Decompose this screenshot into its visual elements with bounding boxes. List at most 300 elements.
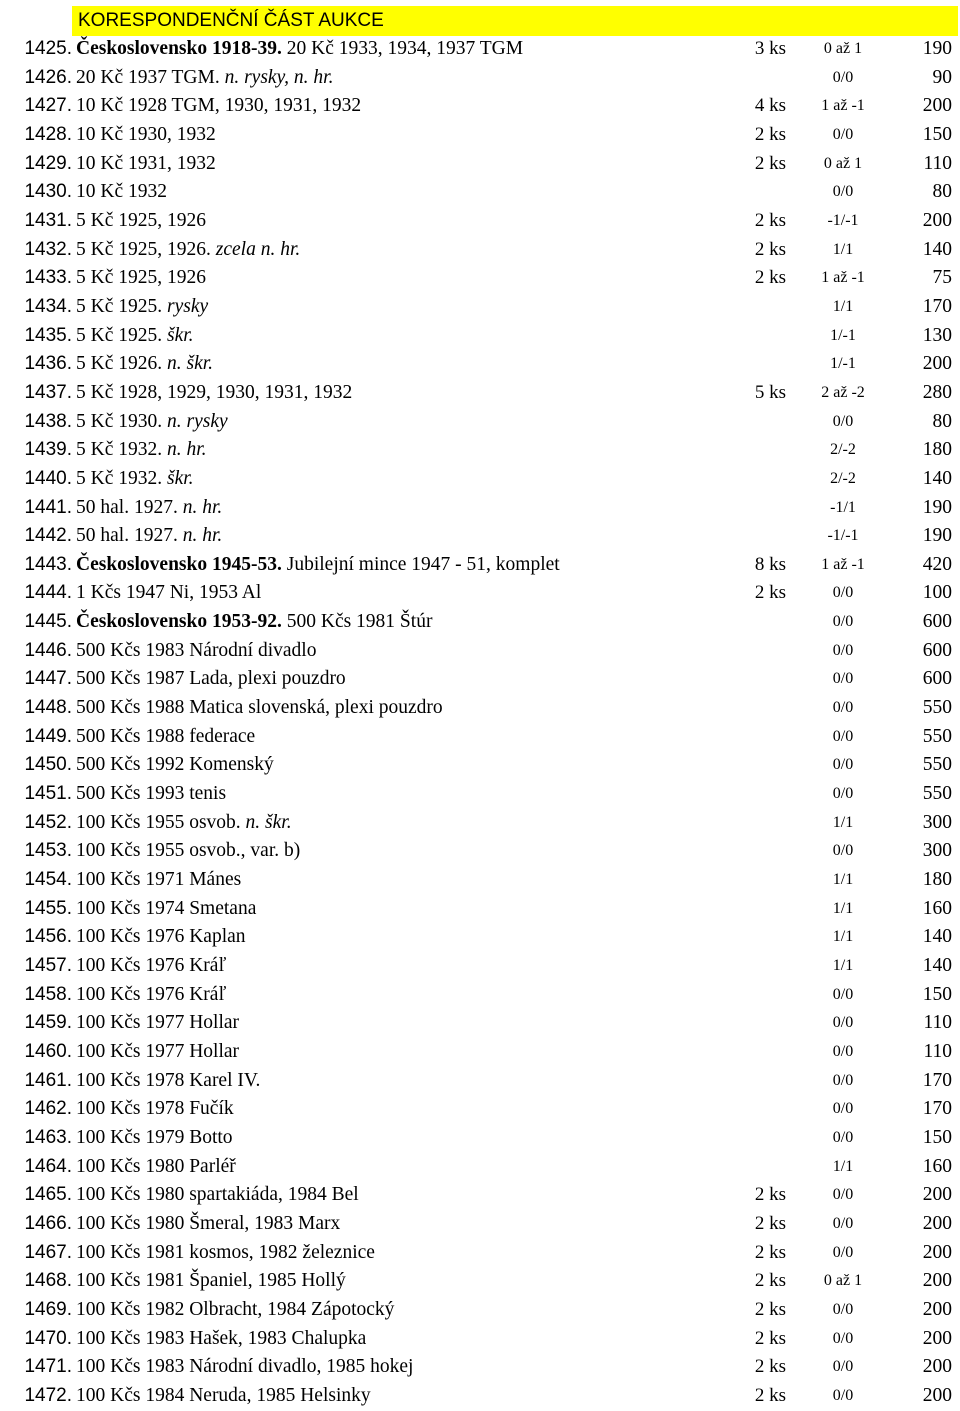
lot-number: 1425. (24, 38, 72, 59)
lot-row (0, 1009, 960, 1038)
lot-row (0, 1095, 960, 1124)
lot-description (76, 694, 443, 723)
lot-description (76, 751, 274, 780)
lot-quantity: 5 ks (754, 381, 786, 403)
lot-price: 200 (922, 1298, 952, 1320)
lot-text: 5 Kč 1932. (76, 439, 167, 461)
lot-text: 100 Kčs 1971 Mánes (76, 869, 242, 891)
lot-number: 1472. (24, 1384, 72, 1406)
lot-category: Československo 1918-39. (76, 38, 282, 59)
lot-price: 140 (922, 955, 952, 976)
lot-row (0, 1153, 960, 1182)
lot-description (76, 1124, 233, 1153)
lot-row (0, 637, 960, 666)
section-header: KORESPONDENČNÍ ČÁST AUKCE (72, 6, 958, 36)
lot-number: 1448. (24, 697, 72, 719)
lot-price: 420 (922, 553, 952, 575)
lot-text: 10 Kč 1931, 1932 (76, 152, 216, 174)
lot-price: 280 (922, 381, 952, 403)
lot-text: 100 Kčs 1979 Botto (76, 1126, 233, 1148)
lot-description (76, 1095, 234, 1124)
lot-row (0, 579, 960, 608)
lot-text: 20 Kč 1933, 1934, 1937 TGM (281, 38, 524, 59)
lot-price: 160 (922, 897, 952, 919)
lot-number: 1457. (24, 955, 72, 976)
lot-number: 1435. (24, 324, 72, 346)
lot-row (0, 350, 960, 379)
lot-number: 1462. (24, 1098, 72, 1120)
lot-description (76, 494, 222, 523)
lot-condition: 1/1 (832, 297, 854, 315)
lot-row (0, 436, 960, 465)
lot-text: 5 Kč 1925, 1926. (76, 238, 216, 260)
lot-price: 80 (932, 181, 952, 203)
lot-description (76, 178, 167, 207)
lot-price: 200 (922, 1270, 952, 1292)
lot-number: 1466. (24, 1212, 72, 1234)
lot-price: 300 (922, 840, 952, 862)
lot-condition: 0/0 (832, 1100, 854, 1118)
lot-price: 180 (922, 869, 952, 891)
lot-price: 200 (922, 1241, 952, 1263)
lot-text: 100 Kčs 1980 spartakiáda, 1984 Bel (76, 1184, 359, 1206)
lot-text: 100 Kčs 1978 Fučík (76, 1098, 234, 1120)
lot-quantity: 2 ks (754, 1184, 786, 1206)
lot-number: 1450. (24, 754, 72, 776)
lot-text: 100 Kčs 1980 Parléř (76, 1155, 236, 1177)
lot-text: 100 Kčs 1981 Španiel, 1985 Hollý (76, 1270, 346, 1292)
lot-text: 5 Kč 1926. (76, 353, 167, 375)
lot-text: 500 Kčs 1988 federace (76, 725, 256, 747)
lot-condition: 0/0 (832, 584, 854, 602)
lot-text: 100 Kčs 1980 Šmeral, 1983 Marx (76, 1212, 341, 1234)
lot-description (76, 64, 333, 93)
lot-note: n. hr. (182, 525, 223, 547)
lot-price: 600 (922, 668, 952, 690)
lot-row (0, 322, 960, 351)
lot-description (76, 551, 560, 580)
lot-number: 1439. (24, 439, 72, 461)
lot-description (76, 379, 352, 408)
lot-condition: 1/1 (832, 899, 854, 917)
lot-number: 1432. (24, 238, 72, 260)
lot-row (0, 952, 960, 981)
lot-number: 1460. (24, 1040, 72, 1062)
lot-quantity: 2 ks (754, 1241, 786, 1263)
lot-row (0, 1038, 960, 1067)
lot-description (76, 837, 300, 866)
lot-condition: 1/1 (832, 957, 854, 974)
lot-price: 200 (922, 95, 952, 117)
lot-row (0, 780, 960, 809)
lot-number: 1454. (24, 869, 72, 891)
lot-description (76, 236, 300, 265)
lot-description (76, 1181, 359, 1210)
lot-number: 1441. (24, 496, 72, 518)
lot-description (76, 780, 226, 809)
lot-text: 50 hal. 1927. (76, 525, 183, 547)
lot-row (0, 694, 960, 723)
lot-number: 1453. (24, 840, 72, 862)
lot-row (0, 665, 960, 694)
lot-row (0, 64, 960, 93)
lot-number: 1431. (24, 209, 72, 231)
lot-number: 1442. (24, 525, 72, 547)
lot-row (0, 809, 960, 838)
lot-description (76, 35, 523, 64)
lot-condition: 1 až -1 (821, 269, 865, 287)
lot-number: 1455. (24, 897, 72, 919)
lot-category: Československo 1945-53. (76, 553, 282, 575)
lot-description (76, 1067, 260, 1096)
lot-quantity: 2 ks (754, 1270, 786, 1292)
lot-note: rysky (167, 295, 209, 317)
lot-text: 500 Kčs 1983 Národní divadlo (76, 639, 317, 661)
lot-note: n. škr. (245, 811, 292, 833)
lot-number: 1436. (24, 353, 72, 375)
lot-note: škr. (167, 467, 194, 489)
lot-quantity: 2 ks (754, 1298, 786, 1320)
lot-text: 100 Kčs 1955 osvob., var. b) (76, 840, 301, 862)
lot-price: 550 (922, 697, 952, 719)
lot-condition: 1 až -1 (821, 97, 865, 115)
lot-condition: 2/-2 (830, 469, 856, 487)
lot-number: 1428. (24, 123, 72, 145)
lot-condition: 0/0 (832, 1300, 854, 1318)
lot-number: 1445. (24, 611, 72, 633)
lot-condition: 0/0 (832, 842, 854, 860)
lot-description (76, 408, 228, 437)
lot-condition: 0/0 (832, 1214, 854, 1232)
lot-description (76, 665, 346, 694)
lot-description (76, 436, 207, 465)
lot-text: 10 Kč 1930, 1932 (76, 123, 216, 145)
lot-description (76, 207, 206, 236)
lot-quantity: 2 ks (754, 267, 786, 289)
lot-condition: 0/0 (832, 670, 854, 688)
lot-row (0, 1239, 960, 1268)
lot-description (76, 350, 213, 379)
lot-number: 1443. (24, 553, 72, 575)
lot-text: 5 Kč 1930. (76, 410, 167, 432)
lot-condition: 1 až -1 (821, 555, 865, 573)
lot-number: 1434. (24, 295, 72, 317)
lot-text: 100 Kčs 1982 Olbracht, 1984 Zápotocký (76, 1298, 395, 1320)
lot-condition: 1/-1 (830, 326, 856, 344)
lot-note: n. hr. (167, 439, 207, 461)
lot-note: n. rysky (167, 410, 228, 432)
lot-row (0, 551, 960, 580)
lot-text: 500 Kčs 1988 Matica slovenská, plexi pouzdro (76, 697, 443, 719)
lot-description (76, 981, 226, 1010)
lot-price: 550 (922, 754, 952, 776)
lot-price: 170 (922, 1098, 952, 1120)
lot-condition: 0/0 (832, 1071, 854, 1089)
lot-condition: 0/0 (832, 756, 854, 774)
lot-row (0, 408, 960, 437)
lot-price: 600 (922, 639, 952, 661)
lot-price: 200 (922, 1384, 952, 1406)
lot-text: 20 Kč 1937 TGM. (76, 66, 225, 88)
lot-quantity: 2 ks (754, 1212, 786, 1234)
lot-price: 200 (922, 1212, 952, 1234)
lot-quantity: 2 ks (754, 1327, 786, 1349)
lot-category: Československo 1953-92. (76, 611, 282, 633)
lot-price: 550 (922, 783, 952, 805)
lot-price: 190 (922, 38, 952, 59)
lot-condition: 0/0 (832, 412, 854, 430)
lot-row (0, 1181, 960, 1210)
lot-description (76, 579, 261, 608)
lot-condition: 0/0 (832, 1243, 854, 1261)
lot-description (76, 465, 194, 494)
lot-row (0, 207, 960, 236)
lot-description (76, 1210, 340, 1239)
lot-text: 500 Kčs 1981 Štúr (281, 611, 433, 633)
lot-number: 1438. (24, 410, 72, 432)
lot-price: 190 (922, 525, 952, 547)
lot-row (0, 1382, 960, 1411)
lot-price: 110 (923, 1012, 952, 1034)
lot-price: 100 (922, 582, 952, 604)
lot-description (76, 1382, 371, 1411)
lot-note: zcela n. hr. (215, 238, 301, 260)
lot-number: 1456. (24, 926, 72, 948)
lot-price: 170 (922, 295, 952, 317)
lot-number: 1433. (24, 267, 72, 289)
lot-number: 1429. (24, 152, 72, 174)
lot-condition: 1/1 (832, 1157, 854, 1175)
lot-row (0, 751, 960, 780)
lot-text: 100 Kčs 1976 Kaplan (76, 926, 246, 948)
lot-text: 100 Kčs 1983 Národní divadlo, 1985 hokej (76, 1356, 414, 1378)
lot-text: 10 Kč 1928 TGM, 1930, 1931, 1932 (76, 95, 362, 117)
lot-description (76, 923, 246, 952)
lot-number: 1449. (24, 725, 72, 747)
lot-description (76, 809, 292, 838)
lot-row (0, 1067, 960, 1096)
lot-text: 5 Kč 1925, 1926 (76, 267, 206, 289)
lot-note: n. rysky, n. hr. (224, 66, 334, 88)
lot-row (0, 150, 960, 179)
lot-text: 100 Kčs 1984 Neruda, 1985 Helsinky (76, 1384, 371, 1406)
lot-price: 90 (932, 66, 952, 88)
lot-number: 1463. (24, 1126, 72, 1148)
lot-condition: 0 až 1 (823, 1272, 863, 1290)
lot-price: 200 (922, 1184, 952, 1206)
lot-condition: -1/-1 (827, 211, 859, 229)
lot-condition: 0/0 (832, 1358, 854, 1376)
lot-condition: 0/0 (832, 699, 854, 717)
lot-row (0, 895, 960, 924)
lot-condition: -1/1 (830, 498, 856, 516)
lot-quantity: 2 ks (754, 1384, 786, 1406)
lot-quantity: 2 ks (754, 209, 786, 231)
lot-condition: 2/-2 (830, 441, 856, 459)
lot-quantity: 8 ks (754, 553, 786, 575)
lot-text: 10 Kč 1932 (76, 181, 167, 203)
lot-quantity: 2 ks (754, 1356, 786, 1378)
lot-price: 180 (922, 439, 952, 461)
lot-note: n. hr. (182, 496, 223, 518)
lot-text: 100 Kčs 1981 kosmos, 1982 železnice (76, 1241, 375, 1263)
lot-price: 160 (922, 1155, 952, 1177)
lot-price: 300 (922, 811, 952, 833)
lot-row (0, 465, 960, 494)
lot-price: 600 (922, 611, 952, 633)
lot-number: 1464. (24, 1155, 72, 1177)
lot-description (76, 895, 256, 924)
lot-row (0, 981, 960, 1010)
lot-text: 5 Kč 1932. (76, 467, 167, 489)
lot-number: 1447. (24, 668, 72, 690)
lot-price: 150 (922, 983, 952, 1005)
lot-condition: 1/1 (832, 928, 854, 946)
lot-price: 150 (922, 123, 952, 145)
lot-text: 1 Kčs 1947 Ni, 1953 Al (76, 582, 262, 604)
lot-description (76, 1325, 366, 1354)
lot-condition: 1/-1 (830, 355, 856, 373)
lot-condition: 0/0 (832, 125, 854, 143)
lot-price: 170 (922, 1069, 952, 1091)
lot-condition: 0/0 (832, 1042, 854, 1060)
lot-row (0, 1124, 960, 1153)
lot-description (76, 608, 432, 637)
lot-text: 500 Kčs 1987 Lada, plexi pouzdro (76, 668, 346, 690)
lot-condition: 0/0 (832, 1014, 854, 1032)
lot-price: 75 (932, 267, 952, 289)
lot-row (0, 1353, 960, 1382)
lot-number: 1444. (24, 582, 72, 604)
lot-row (0, 494, 960, 523)
lot-row (0, 236, 960, 265)
lot-description (76, 866, 241, 895)
lot-row (0, 866, 960, 895)
lot-row (0, 723, 960, 752)
lot-row (0, 1325, 960, 1354)
lot-condition: 0/0 (832, 613, 854, 631)
lot-condition: 0 až 1 (823, 40, 863, 57)
lot-condition: 0/0 (832, 68, 854, 86)
lot-number: 1461. (24, 1069, 72, 1091)
lot-row (0, 608, 960, 637)
lot-description (76, 1267, 346, 1296)
lot-text: 5 Kč 1928, 1929, 1930, 1931, 1932 (76, 381, 353, 403)
lot-description (76, 1239, 375, 1268)
lot-condition: 1/1 (832, 871, 854, 889)
lot-description (76, 1296, 394, 1325)
lot-condition: 0/0 (832, 1386, 854, 1404)
lot-list (0, 35, 960, 1411)
lot-price: 150 (922, 1126, 952, 1148)
lot-quantity: 4 ks (754, 95, 786, 117)
lot-row (0, 837, 960, 866)
lot-condition: 0/0 (832, 985, 854, 1003)
lot-condition: 0 až 1 (823, 154, 863, 172)
lot-text: 100 Kčs 1977 Hollar (76, 1040, 240, 1062)
lot-price: 200 (922, 1327, 952, 1349)
lot-number: 1451. (24, 783, 72, 805)
lot-row (0, 1296, 960, 1325)
lot-note: škr. (167, 324, 194, 346)
lot-condition: 0/0 (832, 183, 854, 201)
lot-row (0, 522, 960, 551)
lot-price: 200 (922, 353, 952, 375)
lot-price: 130 (922, 324, 952, 346)
lot-text: 5 Kč 1925. (76, 295, 167, 317)
lot-quantity: 2 ks (754, 238, 786, 260)
lot-number: 1446. (24, 639, 72, 661)
lot-text: 100 Kčs 1983 Hašek, 1983 Chalupka (76, 1327, 367, 1349)
lot-price: 140 (922, 467, 952, 489)
lot-text: 100 Kčs 1978 Karel IV. (76, 1069, 261, 1091)
lot-price: 80 (932, 410, 952, 432)
lot-note: n. škr. (167, 353, 214, 375)
lot-number: 1468. (24, 1270, 72, 1292)
lot-quantity: 2 ks (754, 123, 786, 145)
lot-price: 200 (922, 1356, 952, 1378)
lot-description (76, 1353, 413, 1382)
lot-number: 1430. (24, 181, 72, 203)
lot-condition: 0/0 (832, 1186, 854, 1204)
lot-description (76, 723, 255, 752)
lot-price: 140 (922, 926, 952, 948)
lot-number: 1467. (24, 1241, 72, 1263)
lot-text: 500 Kčs 1993 tenis (76, 783, 227, 805)
lot-row (0, 379, 960, 408)
lot-quantity: 3 ks (754, 38, 786, 59)
lot-condition: -1/-1 (827, 527, 859, 545)
lot-text: 5 Kč 1925, 1926 (76, 209, 206, 231)
lot-number: 1426. (24, 66, 72, 88)
lot-row (0, 923, 960, 952)
lot-number: 1465. (24, 1184, 72, 1206)
lot-row (0, 1267, 960, 1296)
lot-description (76, 92, 361, 121)
lot-row (0, 35, 960, 64)
lot-text: 100 Kčs 1974 Smetana (76, 897, 257, 919)
lot-price: 110 (923, 1040, 952, 1062)
lot-description (76, 293, 208, 322)
lot-row (0, 293, 960, 322)
lot-number: 1469. (24, 1298, 72, 1320)
lot-row (0, 92, 960, 121)
lot-price: 140 (922, 238, 952, 260)
lot-row (0, 178, 960, 207)
lot-text: 5 Kč 1925. (76, 324, 167, 346)
lot-text: 100 Kčs 1955 osvob. (76, 811, 246, 833)
lot-price: 110 (923, 152, 952, 174)
lot-text: 500 Kčs 1992 Komenský (76, 754, 274, 776)
lot-condition: 0/0 (832, 641, 854, 659)
lot-quantity: 2 ks (754, 152, 786, 174)
lot-description (76, 264, 206, 293)
lot-quantity: 2 ks (754, 582, 786, 604)
lot-description (76, 522, 222, 551)
lot-description (76, 121, 216, 150)
lot-number: 1471. (24, 1356, 72, 1378)
lot-description (76, 1038, 239, 1067)
lot-condition: 2 až -2 (821, 383, 865, 401)
lot-row (0, 121, 960, 150)
lot-condition: 0/0 (832, 727, 854, 745)
lot-description (76, 150, 216, 179)
lot-row (0, 264, 960, 293)
lot-description (76, 1009, 239, 1038)
lot-text: 100 Kčs 1976 Kráľ (76, 983, 227, 1005)
lot-number: 1437. (24, 381, 72, 403)
lot-condition: 0/0 (832, 1329, 854, 1347)
